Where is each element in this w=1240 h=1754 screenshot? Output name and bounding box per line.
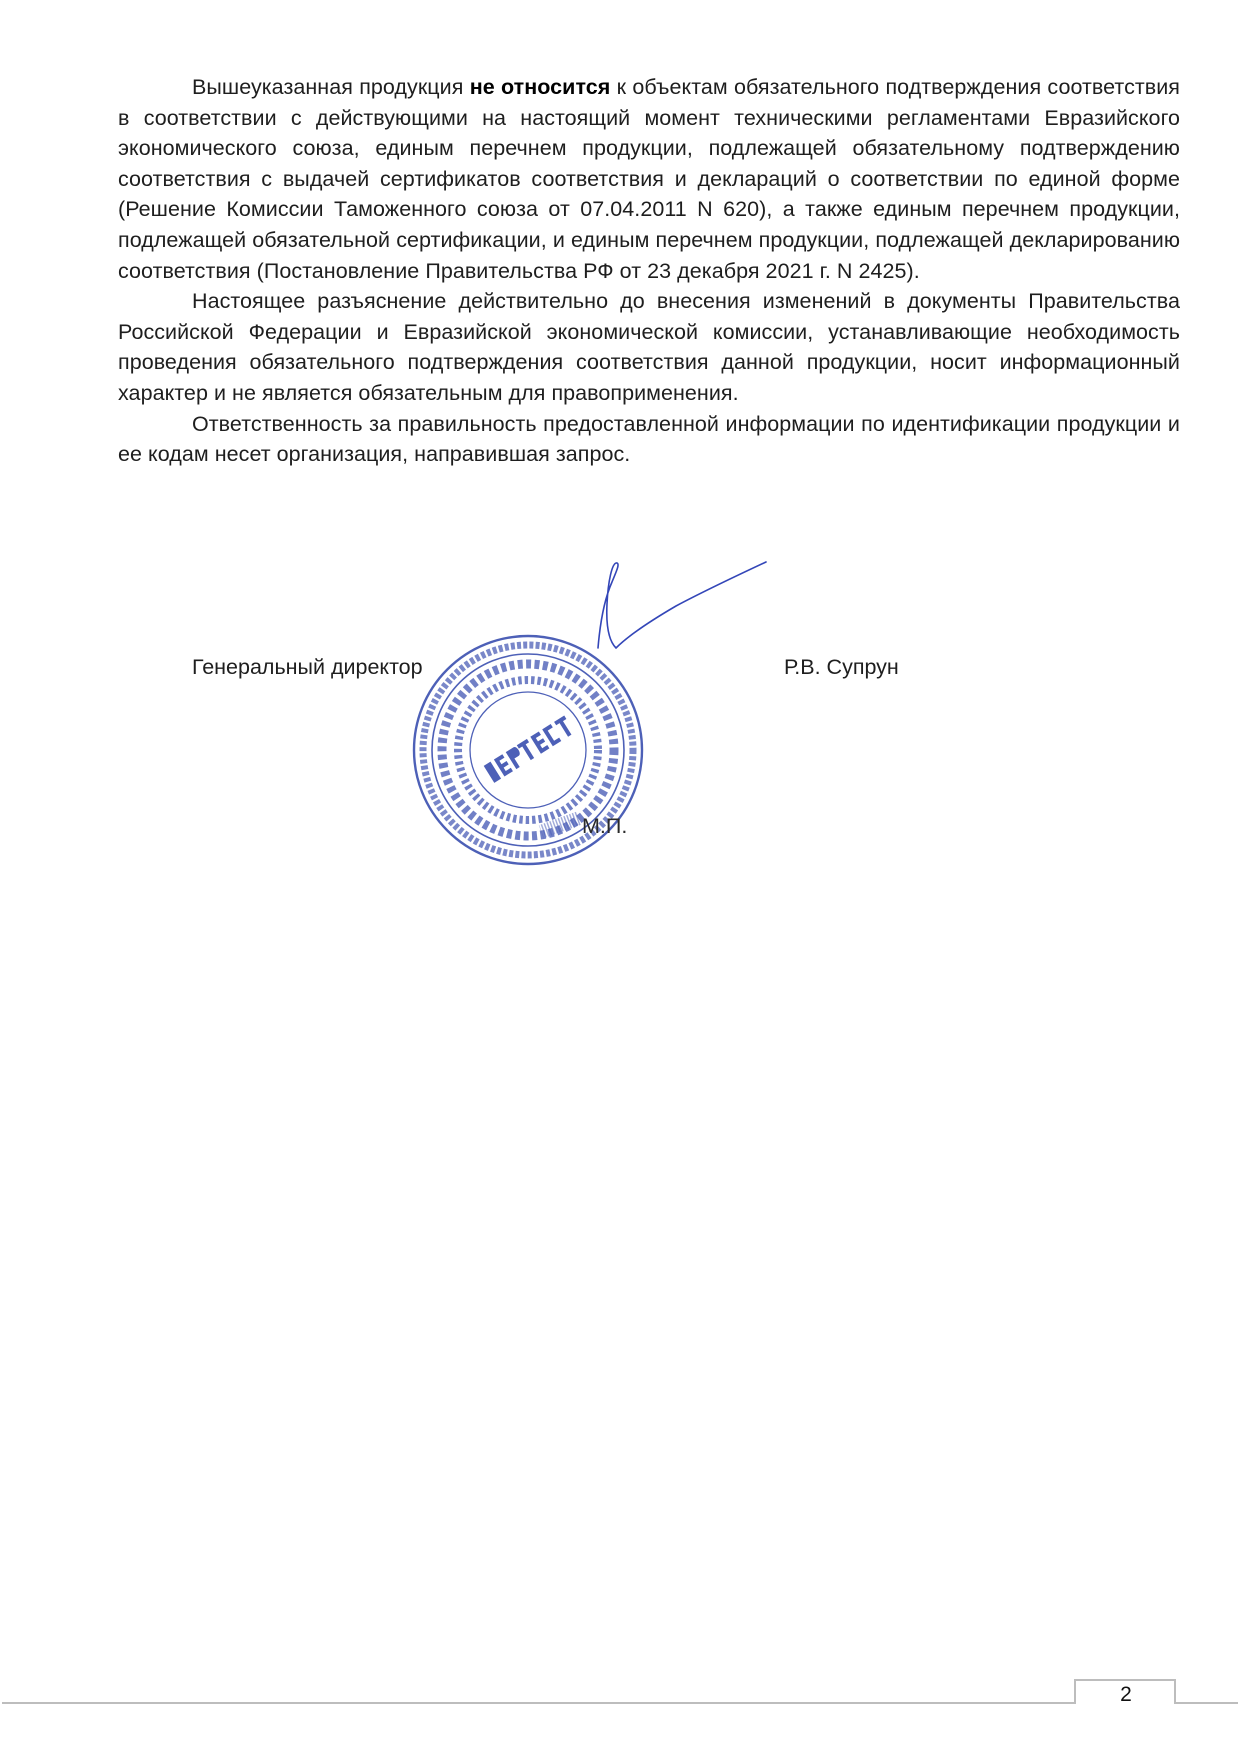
seal-place-mark: М.П. xyxy=(582,814,628,838)
signer-name: Р.В. Супрун xyxy=(784,655,899,679)
paragraph-validity: Настоящее разъяснение действительно до внесения изменений в документы Правительства Российской Федерации и Евразийской экономической комиссии, устанавливающие необходимость проведения обязательного подтверждения соответствия данной продукции, носит информационный характер и не является обязательным для правоприменения. xyxy=(118,289,1180,405)
emphasis-not-applicable: не относится xyxy=(469,75,611,99)
paragraph-classification xyxy=(118,72,1180,286)
paragraph-1-lead: Вышеуказанная продукция xyxy=(192,75,470,99)
paragraph-responsibility: Ответственность за правильность предоставленной информации по идентификации продукции и ее кодам несет организация, направившая запрос. xyxy=(118,411,1180,467)
document-body xyxy=(118,72,1180,470)
signer-position: Генеральный директор xyxy=(192,655,423,679)
paragraph-1-rest: к объектам обязательного подтверждения соответствия в соответствии с действующими на настоящий момент техническими регламентами Евразийского экономического союза, единым перечнем продукции, подлежащей обязательному подтверждению соответствия с выдачей сертификатов соответствия и деклараций о соответствии по единой форме (Решение Комиссии Таможенного союза от 07.04.2011 N 620), а также единым перечнем продукции, подлежащей обязательной сертификации, и единым перечнем продукции, подлежащей декларированию соответствия (Постановление Правительства РФ от 23 декабря 2021 г. N 2425). xyxy=(118,75,1180,283)
page-number: 2 xyxy=(1120,1683,1132,1706)
